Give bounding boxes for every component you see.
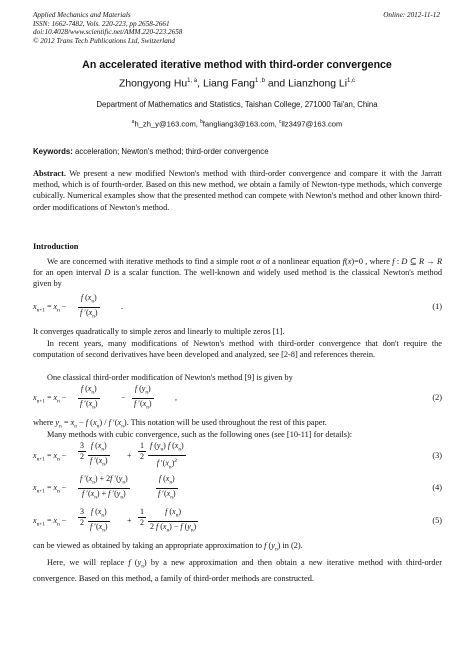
affiliation: Department of Mathematics and Statistics, Taishan College, 271000 Tai'an, China (96, 100, 378, 109)
journal-header (33, 11, 182, 45)
text-run: in (2). (282, 541, 303, 550)
paper-title: An accelerated iterative method with third-order convergence (82, 59, 392, 71)
keywords-text: acceleration; Newton's method; third-order convergence (75, 147, 269, 156)
text-run: of a nonlinear equation (262, 257, 341, 266)
issn-line: ISSN: 1662-7482, Vols. 220-223, pp 2658-2661 (33, 19, 170, 28)
equation-number: (1) (432, 302, 442, 311)
keywords (33, 147, 269, 156)
equation-number: (2) (432, 393, 442, 402)
equation-2: $x_{n+1} = x_n$ − $\frac{f (x_n)}{f '(x_n)}$ − $\frac{f (y_n)}{f '(x_n)}$ , (2) (33, 384, 442, 411)
email-sup: a (131, 119, 135, 125)
text-run: We are concerned with iterative methods to find a simple root (47, 257, 254, 266)
author-sup: 1, a (187, 78, 198, 84)
equation-1: $x_{n+1} = x_n$ − $\frac{f (x_n)}{f '(x_n)}$ . (1) (33, 293, 442, 320)
equation-number: (5) (432, 516, 442, 525)
text-run: is a scalar function. The well-known and widely used method is the classical Newton's method given by (33, 268, 442, 289)
author-conjunction: and (267, 78, 286, 90)
section-heading-introduction: Introduction (33, 242, 79, 251)
online-date: Online: 2012-11-12 (383, 11, 440, 19)
text-run: where (369, 257, 390, 266)
intro-paragraph-2: It converges quadratically to simple zeros and linearly to multiple zeros [1]. (33, 327, 285, 336)
intro-paragraph-5: where $y_n = x_n - f$ $(x_n)$ / f $'(x_n)$. This notation will be used throughout the rest of this paper. (33, 418, 327, 430)
text-run: Here, we will replace (47, 558, 125, 567)
author-list: Zhongyong Hu$^{1, a}$, Liang Fang$^{1 ,b}$ and Lianzhong Li$^{1,c}$ (118, 78, 356, 90)
author-name: Liang Fang (202, 78, 255, 90)
text-run: can be viewed as obtained by taking an appropriate approximation to (33, 541, 263, 550)
journal-name: Applied Mechanics and Materials (33, 11, 131, 19)
text-run: . This notation will be used throughout the rest of this paper. (126, 418, 327, 427)
equation-number: (4) (432, 483, 442, 492)
author-sup: 1 ,b (254, 78, 265, 84)
copyright-line: © 2012 Trans Tech Publications Ltd, Switzerland (33, 36, 175, 45)
email-address: h_zh_y@163.com, (134, 119, 198, 129)
author-sup: 1,c (347, 78, 356, 84)
email-address: fangliang3@163.com, (202, 119, 277, 129)
author-name: Zhongyong Hu (118, 78, 188, 90)
author-name: Lianzhong Li (288, 78, 348, 90)
abstract-label: Abstract. (33, 169, 66, 178)
email-address: llz3497@163.com (281, 119, 343, 129)
intro-paragraph-4: One classical third-order modification of Newton's method [9] is given by (47, 373, 293, 382)
equation-3: $x_{n+1} = x_n$ − $\frac{3}{2}$ $\frac{f (x_n)}{f '(x_n)}$ + $\frac{1}{2}$ $\frac{f (y_n) f (x_n)}{f '(x_n)^2}$ (3) (33, 441, 442, 470)
text-run: by a new approximation and then obtain a new iterative method with third-order convergence. Based on this method, a family of third-order methods are constructed. (33, 558, 442, 583)
email-sup: c (278, 119, 282, 125)
keywords-label: Keywords: (33, 147, 73, 156)
intro-paragraph-7: can be viewed as obtained by taking an appropriate approximation to f $(y_n)$ in (2). (33, 541, 303, 553)
email-list (0, 119, 474, 129)
intro-paragraph-1: We are concerned with iterative methods to find a simple root α of a nonlinear equation f(x)=0 , where f : D ⊆ R → R for an open interval D is a scalar function. The well-known and widely used method is the classical Newton's method given by (33, 257, 443, 289)
intro-paragraph-3: In recent years, many modifications of Newton's method with third-order convergence that don't require the computation of second derivatives have been developed and analyzed, see [2-8] and references therein. (33, 339, 442, 360)
doi-line: doi:10.4028/www.scientific.net/AMM.220-223.2658 (33, 28, 183, 37)
text-run: where (33, 418, 54, 427)
abstract (33, 168, 442, 213)
equation-number: (3) (432, 451, 442, 460)
equation-4: $x_{n+1} = x_n$ − $\frac{f '(x_n) + 2f '(y_n)}{f '(x_n) + f '(y_n)}$ $\frac{f (x_n)}{f '(x_n)}$ (4) (33, 474, 442, 501)
abstract-text: We present a new modified Newton's method with third-order convergence and compare it with the Jarratt method, which is of fourth-order. Based on this new method, we obtain a family of Newton-type methods, which converge cubically. Numerical examples show that the presented method can compete with Newton's method and other known third-order modifications of Newton's method. (33, 169, 442, 212)
intro-paragraph-8: Here, we will replace f $(y_n)$ by a new approximation and then obtain a new iterative method with third-order convergence. Based on this method, a family of third-order methods are constructed. (33, 558, 442, 583)
equation-5: $x_{n+1} = x_n$ − $\frac{3}{2}$ $\frac{f (x_n)}{f '(x_n)}$ + $\frac{1}{2}$ $\frac{f (x_n)}{2 f (x_n) - f (y_n)}$ (5) (33, 507, 442, 534)
email-sup: b (200, 119, 203, 125)
text-run: for an open interval (33, 268, 102, 278)
intro-paragraph-6: Many methods with cubic convergence, such as the following ones (see [10-11] for details): (47, 430, 353, 439)
